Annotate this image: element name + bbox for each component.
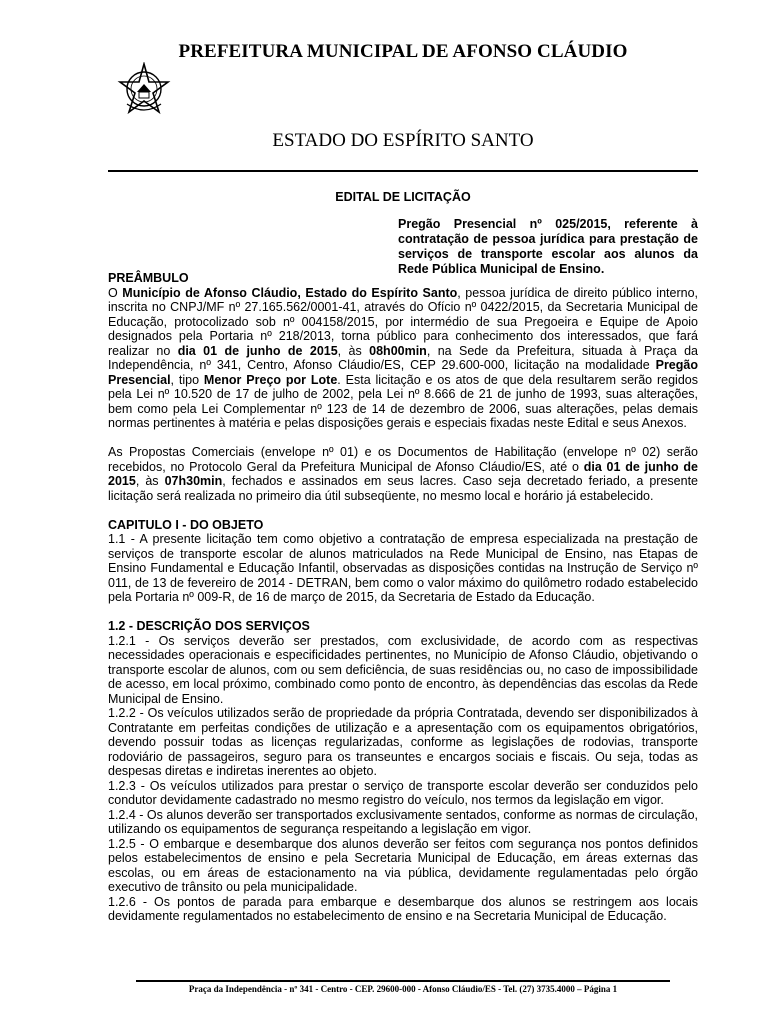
state-name: ESTADO DO ESPÍRITO SANTO	[272, 130, 534, 151]
clause-1-2-4: 1.2.4 - Os alunos deverão ser transportados exclusivamente sentados, conforme as normas de circulação, utilizando os equipamentos de segurança respeitando a legislação em vigor.	[108, 807, 698, 836]
chapter-1-heading: CAPITULO I - DO OBJETO	[108, 517, 264, 532]
clause-1-2-6: 1.2.6 - Os pontos de parada para embarque e desembarque dos alunos se restringem aos locais devidamente regulamentados no estabelecimento de ensino e na Secretaria Municipal de Educação.	[108, 894, 698, 923]
clause-1-2-5: 1.2.5 - O embarque e desembarque dos alunos deverão ser feitos com segurança nos pontos definidos pelos estabelecimentos de ensino e pela Secretaria Municipal de Educação, em áreas externas das escolas, ou em áreas de estacionamento na via pública, devidamente regulamentadas pelo órgão executivo de trânsito ou pela municipalidade.	[108, 836, 698, 894]
coat-of-arms-icon	[117, 62, 171, 116]
clause-1-2-2: 1.2.2 - Os veículos utilizados serão de propriedade da própria Contratada, devendo ser disponibilizados à Contratante em perfeitas condições de utilização e a apresentação com os equipamentos obrigatórios, devendo possuir todas as licenças regularizadas, conforme as legislações de rodovias, transporte rodoviário de passageiros, seguro para os transeuntes e encargos sociais e fiscais. Ou seja, todas as despesas diretas e indiretas inerentes ao objeto.	[108, 706, 698, 778]
preambulo-paragraph-2: As Propostas Comerciais (envelope nº 01) e os Documentos de Habilitação (envelope nº 02) serão recebidos, no Protocolo Geral da Prefeitura Municipal de Afonso Cláudio/ES, até o dia 01 de junho de 2015, às 07h30min, fechados e assinados em seus lacres. Caso seja decretado feriado, a presente licitação será realizada no primeiro dia útil subseqüente, no mesmo local e horário já estabelecido.	[108, 445, 699, 503]
page-title: PREFEITURA MUNICIPAL DE AFONSO CLÁUDIO	[178, 41, 628, 62]
footer-divider	[136, 980, 670, 982]
services-heading: 1.2 - DESCRIÇÃO DOS SERVIÇOS	[108, 619, 310, 633]
clause-1-2-3: 1.2.3 - Os veículos utilizados para prestar o serviço de transporte escolar deverão ser conduzidos pelo condutor devidamente cadastrado no mesmo registro do veículo, nos termos da legislação em vigor.	[108, 778, 698, 807]
edital-summary: Pregão Presencial nº 025/2015, referente à contratação de pessoa jurídica para prestação de serviços de transporte escolar aos alunos da Rede Pública Municipal de Ensino.	[398, 217, 698, 276]
clause-1-2-1: 1.2.1 - Os serviços deverão ser prestados, com exclusividade, de acordo com as respectivas necessidades operacionais e especificidades pertinentes, no Município de Afonso Cláudio, objetivando o transporte escolar de alunos, com ou sem deficiência, de suas residências ou, no caso de impossibilidade de acesso, em local próximo, combinado como ponto de encontro, às dependências das escolas da Rede Municipal de Ensino.	[108, 633, 698, 706]
preambulo-heading: PREÂMBULO	[108, 271, 189, 285]
page-footer: Praça da Independência - nº 341 - Centro - CEP. 29600-000 - Afonso Cláudio/ES - Tel. (27) 3735.4000 – Página 1	[188, 984, 618, 994]
header-divider	[108, 170, 698, 172]
document-title: EDITAL DE LICITAÇÃO	[335, 190, 471, 204]
clause-1-1: 1.1 - A presente licitação tem como objetivo a contratação de empresa especializada na prestação de serviços de transporte escolar de alunos matriculados na Rede Municipal de Ensino, nas Etapas de Ensino Fundamental e Educação Infantil, observadas as disposições contidas na Instrução de Serviço nº 011, de 13 de fevereiro de 2014 - DETRAN, bem como o valor máximo do quilômetro rodado estabelecido pela Portaria nº 009-R, de 16 de março de 2015, da Secretaria de Estado da Educação.	[108, 532, 698, 604]
document-body	[108, 271, 698, 924]
preambulo-paragraph-1: O Município de Afonso Cláudio, Estado do Espírito Santo, pessoa jurídica de direito público interno, inscrita no CNPJ/MF nº 27.165.562/0001-41, através do Ofício nº 0422/2015, da Secretaria Municipal de Educação, protocolizado sob nº 004158/2015, por intermédio de sua Pregoeira e Equipe de Apoio designados pela Portaria nº 218/2013, torna público para conhecimento dos interessados, que fará realizar no dia 01 de junho de 2015, às 08h00min, na Sede da Prefeitura, situada à Praça da Independência, nº 341, Centro, Afonso Cláudio/ES, CEP 29.600-000, licitação na modalidade Pregão Presencial, tipo Menor Preço por Lote. Esta licitação e os atos de que dela resultarem serão regidos pela Lei nº 10.520 de 17 de julho de 2002, pela Lei nº 8.666 de 21 de junho de 1993, suas alterações, bem como pela Lei Complementar nº 123 de 14 de dezembro de 2006, suas alterações, pelas demais normas pertinentes à matéria e pelas disposições gerais e especiais fixadas neste Edital e seus Anexos.	[108, 285, 698, 430]
